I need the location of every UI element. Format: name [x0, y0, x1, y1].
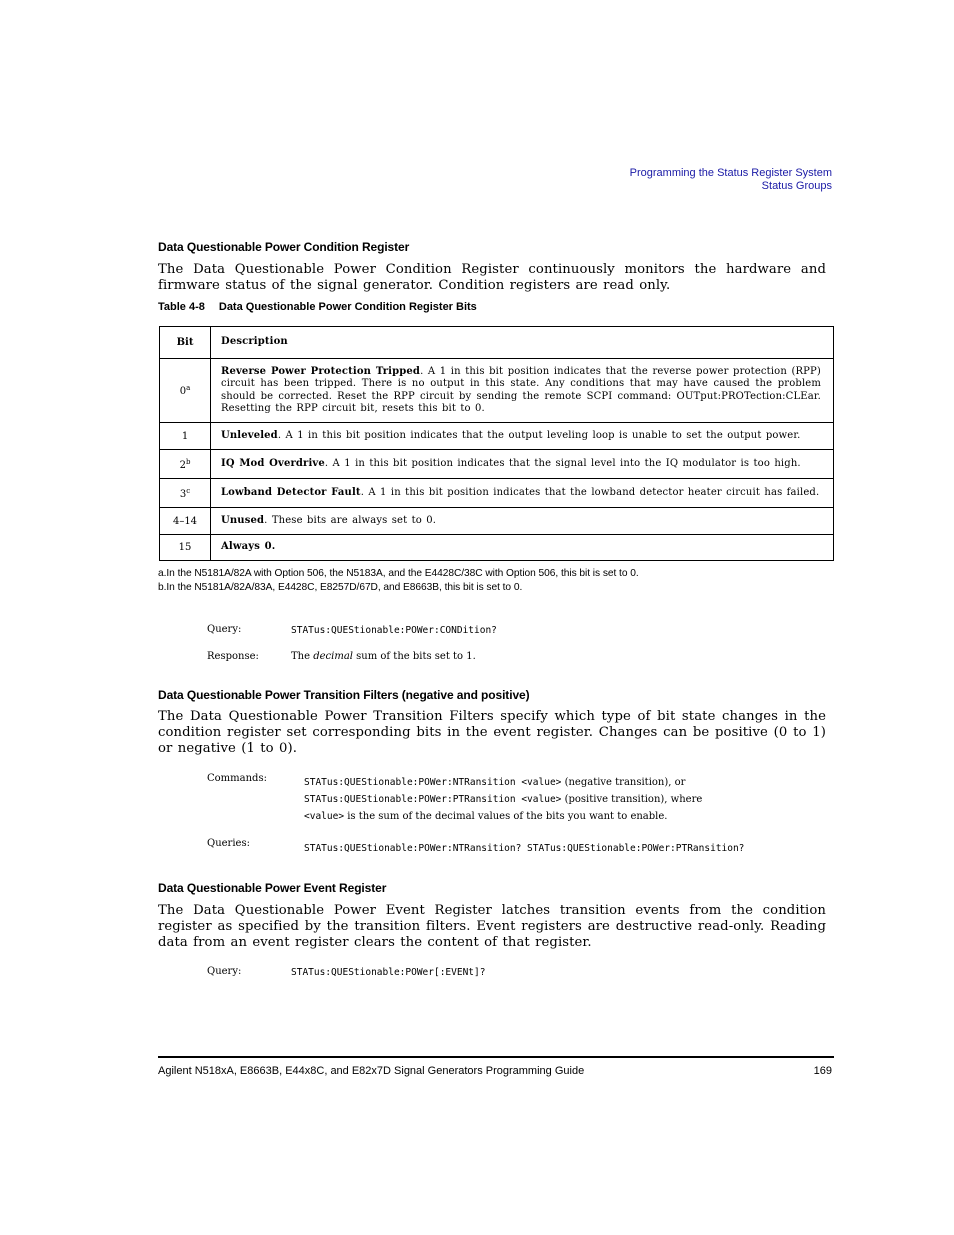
condition-response-text: The decimal sum of the bits set to 1. — [291, 651, 476, 662]
footer-title: Agilent N518xA, E8663B, E44x8C, and E82x7D Signal Generators Programming Guide — [158, 1065, 585, 1077]
command-line-2: STATus:QUEStionable:POWer:PTRansition <value> (positive transition), where — [304, 794, 703, 805]
running-head-chapter-link[interactable]: Programming the Status Register System — [629, 167, 832, 179]
header-bit: Bit — [160, 327, 211, 359]
bit-cell: 3$^c$ — [160, 479, 211, 508]
event-paragraph: The Data Questionable Power Event Register latches transition events from the condition register as specified by the transition filters. Event registers are destructive read-only. Reading data from an event register clears the content of that register. — [158, 903, 826, 950]
bit-cell: 1 — [160, 423, 211, 450]
table-caption — [158, 301, 477, 313]
table-row — [160, 423, 834, 450]
event-query-command: STATus:QUEStionable:POWer[:EVENt]? — [291, 967, 486, 978]
description-cell: Reverse Power Protection Tripped. A 1 in this bit position indicates that the reverse power protection (RPP) circuit has been tripped. There is no output in this state. Any conditions that may have caused the problem should be corrected. Reset the RPP circuit by sending the remote SCPI command: OUTput:PROTection:CLEar. Resetting the RPP circuit bit, resets this bit to 0. — [211, 359, 834, 423]
table-row — [160, 535, 834, 561]
footnote-a: a.In the N5181A/82A with Option 506, the N5183A, and the E4428C/38C with Option 506, this bit is set to 0. — [158, 568, 639, 579]
condition-response-label: Response: — [207, 651, 259, 662]
page-number: 169 — [813, 1065, 832, 1077]
running-head-section-link[interactable]: Status Groups — [761, 179, 832, 192]
description-cell: Unleveled. A 1 in this bit position indicates that the output leveling loop is unable to set the output power. — [211, 423, 834, 450]
footnote-b: b.In the N5181A/82A/83A, E4428C, E8257D/67D, and E8663B, this bit is set to 0. — [158, 582, 523, 593]
footer-rule — [158, 1056, 834, 1058]
event-query-label: Query: — [207, 966, 242, 977]
transition-queries: STATus:QUEStionable:POWer:NTRansition? STATus:QUEStionable:POWer:PTRansition? — [304, 843, 745, 854]
section-heading-event: Data Questionable Power Event Register — [158, 881, 387, 895]
transition-paragraph: The Data Questionable Power Transition Filters specify which type of bit state changes in the condition register set corresponding bits in the event register. Changes can be positive (0 to 1) or negative (1 to 0). — [158, 709, 826, 756]
table-row — [160, 450, 834, 479]
description-cell: Lowband Detector Fault. A 1 in this bit position indicates that the lowband detector heater circuit has failed. — [211, 479, 834, 508]
description-cell: Always 0. — [211, 535, 834, 561]
bit-cell: 2$^b$ — [160, 450, 211, 479]
description-cell: IQ Mod Overdrive. A 1 in this bit position indicates that the signal level into the IQ modulator is too high. — [211, 450, 834, 479]
table-row — [160, 508, 834, 535]
condition-query-label: Query: — [207, 624, 242, 635]
table-row — [160, 359, 834, 423]
running-head — [630, 167, 832, 192]
table-header-row — [160, 327, 834, 359]
table-row — [160, 479, 834, 508]
header-description: Description — [211, 327, 834, 359]
command-line-1: STATus:QUEStionable:POWer:NTRansition <value> (negative transition), or — [304, 777, 686, 788]
condition-paragraph: The Data Questionable Power Condition Register continuously monitors the hardware and firmware status of the signal generator. Condition registers are read only. — [158, 262, 826, 293]
bit-cell: 15 — [160, 535, 211, 561]
condition-register-bits-table — [159, 326, 834, 561]
command-line-3: <value> is the sum of the decimal values of the bits you want to enable. — [304, 811, 668, 822]
queries-label: Queries: — [207, 838, 250, 849]
section-heading-condition: Data Questionable Power Condition Register — [158, 240, 410, 254]
bit-cell: 0$^a$ — [160, 359, 211, 423]
table-caption-number: Table 4-8 — [158, 301, 205, 313]
table-caption-title: Data Questionable Power Condition Register Bits — [218, 301, 477, 313]
bit-cell: 4–14 — [160, 508, 211, 535]
section-heading-transition: Data Questionable Power Transition Filters (negative and positive) — [158, 688, 530, 702]
commands-label: Commands: — [207, 773, 267, 784]
condition-query-command: STATus:QUEStionable:POWer:CONDition? — [291, 625, 497, 636]
description-cell: Unused. These bits are always set to 0. — [211, 508, 834, 535]
